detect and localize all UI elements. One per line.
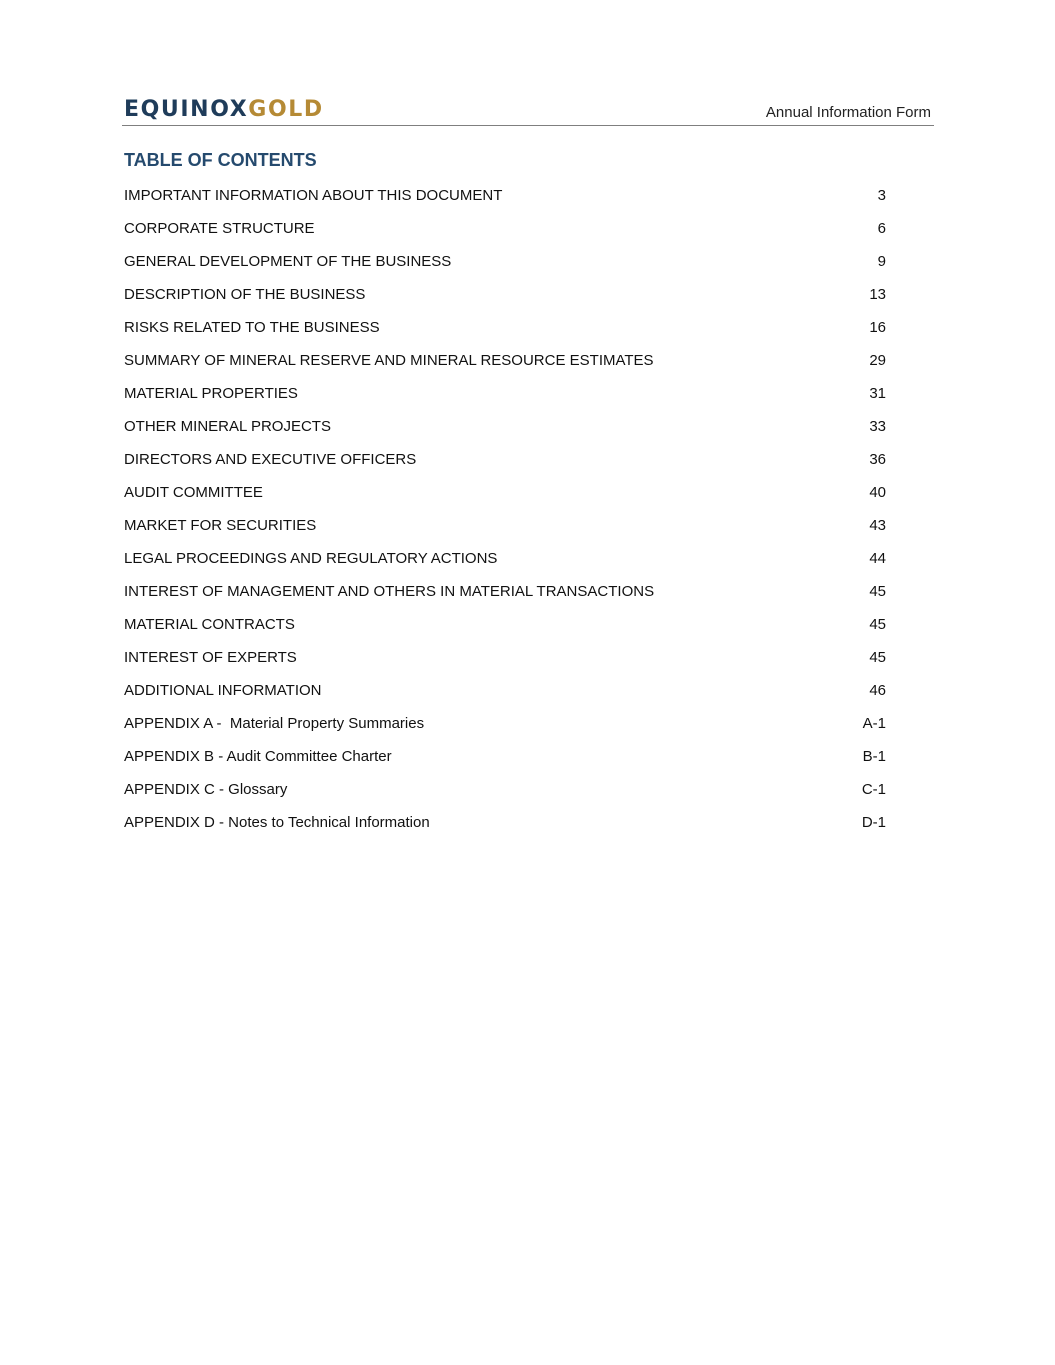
toc-entry-page-number[interactable]: 44 [869,550,886,567]
toc-entry[interactable] [124,482,886,515]
toc-entry-page-number[interactable]: 40 [869,484,886,501]
toc-entry-label[interactable]: INTEREST OF EXPERTS [124,649,297,666]
toc-entry[interactable] [124,317,886,350]
toc-entry-page-number[interactable]: 3 [877,187,886,204]
header-divider [122,125,934,126]
toc-entry[interactable] [124,680,886,713]
table-of-contents [124,185,886,845]
toc-entry-label[interactable]: APPENDIX C - Glossary [124,781,288,798]
toc-entry-label[interactable]: APPENDIX A - Material Property Summaries [124,715,425,732]
toc-entry[interactable] [124,746,886,779]
toc-entry-label[interactable]: LEGAL PROCEEDINGS AND REGULATORY ACTIONS [124,550,498,567]
toc-entry-page-number[interactable]: 16 [869,319,886,336]
toc-entry-label[interactable]: MATERIAL PROPERTIES [124,385,298,402]
toc-entry-page-number[interactable]: 33 [869,418,886,435]
toc-entry[interactable] [124,548,886,581]
toc-entry-page-number[interactable]: 46 [869,682,886,699]
toc-entry-page-number[interactable]: 9 [877,253,886,270]
toc-entry[interactable] [124,251,886,284]
toc-entry[interactable] [124,383,886,416]
toc-entry-label[interactable]: IMPORTANT INFORMATION ABOUT THIS DOCUMENT [124,187,503,204]
toc-entry-label[interactable]: OTHER MINERAL PROJECTS [124,418,331,435]
toc-entry[interactable] [124,812,886,845]
page-header [122,96,934,126]
toc-entry[interactable] [124,581,886,614]
toc-entry-label[interactable]: INTEREST OF MANAGEMENT AND OTHERS IN MATERIAL TRANSACTIONS [124,583,655,600]
toc-entry-page-number[interactable]: 13 [869,286,886,303]
toc-entry[interactable] [124,350,886,383]
toc-entry-label[interactable]: MATERIAL CONTRACTS [124,616,295,633]
logo-equinox-text: EQUINOX [124,97,249,122]
toc-entry[interactable] [124,515,886,548]
toc-entry-page-number[interactable]: 45 [869,583,886,600]
toc-entry[interactable] [124,614,886,647]
toc-entry-label[interactable]: APPENDIX B - Audit Committee Charter [124,748,392,765]
toc-heading: TABLE OF CONTENTS [124,150,317,170]
toc-entry[interactable] [124,185,886,218]
toc-entry-label[interactable]: MARKET FOR SECURITIES [124,517,317,534]
toc-entry[interactable] [124,449,886,482]
toc-entry-page-number[interactable]: B-1 [862,748,886,765]
toc-entry[interactable] [124,647,886,680]
document-title: Annual Information Form [765,104,931,121]
equinox-gold-logo [124,98,324,122]
toc-entry-page-number[interactable]: D-1 [861,814,886,831]
toc-entry-page-number[interactable]: 31 [869,385,886,402]
toc-entry-page-number[interactable]: 36 [869,451,886,468]
toc-entry-page-number[interactable]: 43 [869,517,886,534]
toc-entry-page-number[interactable]: 29 [869,352,886,369]
toc-entry-label[interactable]: CORPORATE STRUCTURE [124,220,315,237]
toc-entry-page-number[interactable]: 45 [869,616,886,633]
toc-entry-page-number[interactable]: C-1 [861,781,886,798]
toc-entry-label[interactable]: RISKS RELATED TO THE BUSINESS [124,319,380,336]
toc-entry[interactable] [124,218,886,251]
toc-entry-page-number[interactable]: 6 [877,220,886,237]
toc-entry-label[interactable]: DIRECTORS AND EXECUTIVE OFFICERS [124,451,417,468]
toc-entry-label[interactable]: APPENDIX D - Notes to Technical Information [124,814,430,831]
toc-entry-label[interactable]: SUMMARY OF MINERAL RESERVE AND MINERAL RESOURCE ESTIMATES [124,352,654,369]
toc-entry[interactable] [124,416,886,449]
toc-entry[interactable] [124,713,886,746]
logo-gold-text: GOLD [248,97,324,122]
toc-entry-label[interactable]: GENERAL DEVELOPMENT OF THE BUSINESS [124,253,452,270]
toc-entry-page-number[interactable]: 45 [869,649,886,666]
toc-entry-label[interactable]: AUDIT COMMITTEE [124,484,263,501]
toc-entry[interactable] [124,284,886,317]
toc-entry-label[interactable]: DESCRIPTION OF THE BUSINESS [124,286,366,303]
toc-entry-page-number[interactable]: A-1 [862,715,886,732]
toc-entry-label[interactable]: ADDITIONAL INFORMATION [124,682,322,699]
toc-entry[interactable] [124,779,886,812]
